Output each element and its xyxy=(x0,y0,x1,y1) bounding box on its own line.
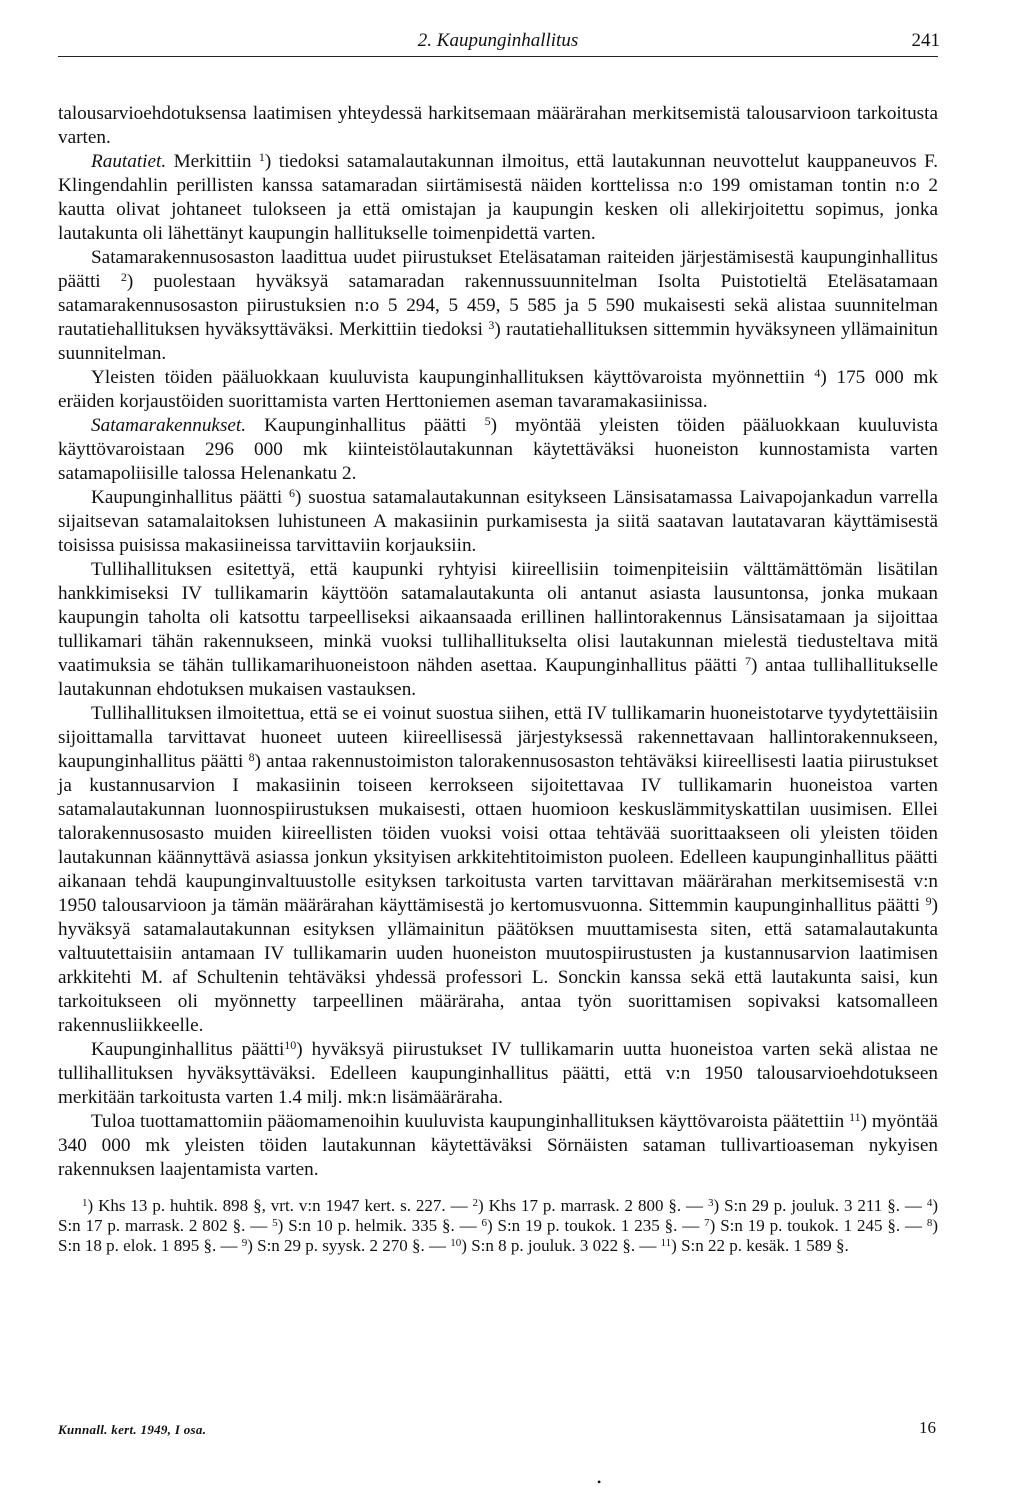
page xyxy=(58,22,938,1256)
footnote-ref: 2 xyxy=(120,270,127,284)
paragraph xyxy=(58,1038,938,1110)
text-run: Yleisten töiden pääluokkaan kuuluvista kaupunginhallituksen käyttövaroista myönnettiin xyxy=(91,367,815,388)
footnote-marker: 11 xyxy=(660,1237,672,1249)
section-title: 2. Kaupunginhallitus xyxy=(417,30,579,51)
section-label: Satamarakennukset. xyxy=(91,415,247,436)
footnote-marker: 4 xyxy=(926,1197,933,1209)
footnote-text: ) S:n 17 p. marrask. 2 802 §. — xyxy=(58,1196,939,1235)
footnote-text: ) Khs 13 p. huhtik. 898 §, vrt. v:n 1947 kert. s. 227. — xyxy=(87,1196,473,1215)
text-run: ) hyväksyä piirustukset IV tullikamarin uutta huoneistoa varten sekä alistaa ne tullihallituksen hyväksyttäväksi. Edelleen kaupunginhallitus päätti, että v:n 1950 talousarvioehdotukseen merkitään tarkoitusta varten 1.4 milj. mk:n lisämääräraha. xyxy=(58,1039,938,1108)
paragraph xyxy=(58,558,938,702)
header-rule xyxy=(58,56,938,57)
footnote-marker: 5 xyxy=(272,1217,278,1229)
footnote-text: ) S:n 19 p. toukok. 1 245 §. — xyxy=(709,1216,927,1235)
footnote-block xyxy=(58,1196,938,1256)
footnote-text: ) S:n 19 p. toukok. 1 235 §. — xyxy=(486,1216,705,1235)
printer-mark: • xyxy=(597,1475,602,1489)
footnote-marker: 8 xyxy=(926,1217,933,1229)
footnotes xyxy=(58,1196,938,1256)
text-run: Merkittiin xyxy=(166,151,259,172)
text-run: ) myöntää yleisten töiden pääluokkaan kuuluvista käyttövaroistaan 296 000 mk kiinteistölautakunnan käytettäväksi huoneiston kunnostamista varten satamapoliisille talossa Helenankatu 2. xyxy=(58,415,938,484)
text-run: ) rautatiehallituksen sittemmin hyväksyneen yllämainitun suunnitelman. xyxy=(58,319,938,364)
footnote-text: ) S:n 10 p. helmik. 335 §. — xyxy=(277,1216,482,1235)
footnote-ref: 1 xyxy=(258,150,265,164)
imprint-line: Kunnall. kert. 1949, I osa. xyxy=(58,1422,207,1437)
footnote-text: ) S:n 29 p. syysk. 2 270 §. — xyxy=(247,1236,451,1255)
text-run: ) antaa tullihallitukselle lautakunnan ehdotuksen mukaisen vastauksen. xyxy=(58,655,938,700)
footnote-text: ) Khs 17 p. marrask. 2 800 §. — xyxy=(478,1196,708,1215)
footnote-text: ) S:n 29 p. jouluk. 3 211 §. — xyxy=(713,1196,927,1215)
footnote-text: ) S:n 8 p. jouluk. 3 022 §. — xyxy=(461,1236,661,1255)
body-text xyxy=(58,102,938,1182)
footnote-ref: 9 xyxy=(925,894,932,908)
text-run: ) myöntää 340 000 mk yleisten töiden lautakunnan käytettäväksi Sörnäisten sataman tullivartioaseman nykyisen rakennuksen laajentamista varten. xyxy=(58,1111,938,1180)
footnote-ref: 7 xyxy=(744,654,751,668)
footnote-marker: 9 xyxy=(241,1237,248,1249)
paragraph xyxy=(58,702,938,1038)
text-run: Kaupunginhallitus päätti xyxy=(246,415,485,436)
paragraph xyxy=(58,1110,938,1182)
footnote-ref: 11 xyxy=(849,1110,861,1124)
paragraph xyxy=(58,486,938,558)
section-label: Rautatiet. xyxy=(91,151,167,172)
text-run: ) 175 000 mk eräiden korjaustöiden suorittamista varten Herttoniemen aseman tavaramakasiinissa. xyxy=(58,367,938,412)
paragraph xyxy=(58,102,938,150)
text-run: ) suostua satamalautakunnan esitykseen Länsisatamassa Laivapojankadun varrella sijaitsevan satamalaitoksen luhistuneen A makasiinin purkamisesta ja siitä saatavan lautatavaran käyttämisestä toisissa puisissa makasiineissa tarvittaviin korjauksiin. xyxy=(58,487,938,556)
text-run: Kaupunginhallitus päätti xyxy=(91,487,290,508)
page-footer xyxy=(58,1418,938,1442)
footnote-text: ) S:n 22 p. kesäk. 1 589 §. xyxy=(671,1236,849,1255)
footnote-marker: 6 xyxy=(481,1217,487,1229)
footnote-ref: 3 xyxy=(488,318,495,332)
text-run: Tullihallituksen esitettyä, että kaupunki ryhtyisi kiireellisiin toimenpiteisiin välttämättömän lisätilan hankkimiseksi IV tullikamarin käyttöön satamalautakunta oli antanut asiasta lausuntonsa, jonka mukaan kaupungin taholta oli katsottu tarpeelliseksi aikaansaada erillinen hallintorakennus Länsisatamaan ja sijoittaa tullikamari tähän rakennukseen, minkä vuoksi tullihallitukselta olisi lautakunnan mielestä tiedusteltava mitä vaatimuksia se tähän tullikamarihuoneistoon nähden asettaa. Kaupunginhallitus päätti xyxy=(58,559,938,676)
text-run: Kaupunginhallitus päätti xyxy=(91,1039,285,1060)
footnote-ref: 6 xyxy=(289,486,296,500)
text-run: ) hyväksyä satamalautakunnan esityksen yllämainitun päätöksen muuttamisesta siten, että satamalautakunta valtuutettaisiin antamaan IV tullikamarin uuden huoneiston muutospiirustusten ja kustannusarvion laatimisen arkkitehti M. af Schultenin tehtäväksi yhdessä professori L. Sonckin kanssa sekä että lautakunta saisi, kun tarkoitukseen oli myönnetty tarpeellinen määräraha, antaa työn suorittamisen sopivaksi katsomalleen rakennusliikkeelle. xyxy=(58,895,938,1036)
footnote-marker: 10 xyxy=(450,1237,462,1249)
paragraph xyxy=(58,366,938,414)
text-run: ) tiedoksi satamalautakunnan ilmoitus, että lautakunnan neuvottelut kauppaneuvos F. Klingendahlin perillisten kanssa satamaradan siirtämisestä näiden korttelissa n:o 199 omistaman tontin n:o 2 kautta olivat johtaneet tulokseen ja että omistajan ja kaupungin kesken oli allekirjoitettu sopimus, jonka lautakunta oli lähettänyt kaupungin hallitukselle toimenpidettä varten. xyxy=(58,151,938,244)
page-number: 241 xyxy=(911,30,940,51)
footnote-marker: 7 xyxy=(704,1217,710,1229)
paragraph xyxy=(58,414,938,486)
footnote-ref: 8 xyxy=(248,750,255,764)
text-run: Tuloa tuottamattomiin pääomamenoihin kuuluvista kaupunginhallituksen käyttövaroista päätettiin xyxy=(91,1111,850,1132)
footnote-marker: 1 xyxy=(82,1197,88,1209)
footnote-marker: 3 xyxy=(708,1197,714,1209)
footnote-marker: 2 xyxy=(472,1197,479,1209)
text-run: Satamarakennusosaston laadittua uudet piirustukset Eteläsataman raiteiden järjestämisestä kaupunginhallitus päätti xyxy=(58,247,938,292)
text-run: ) antaa rakennustoimiston talorakennusosaston tehtäväksi kiireellisesti laatia piirustukset ja kustannusarvion I makasiinin toiseen kerrokseen sijoitettavaa IV tullikamarin huoneistoa varten satamalautakunnan luonnospiirustuksen mukaisesti, ottaen huomioon keskuslämmityskattilan uusimisen. Ellei talorakennusosasto muiden kiireellisten töiden vuoksi voisi ottaa tehtävää suorittaakseen oli yleisten töiden lautakunnan käännyttävä asiassa jonkun yksityisen arkkitehtitoimiston puoleen. Edelleen kaupunginhallitus päätti aikanaan tehdä kaupunginvaltuustolle esityksen tarkoitusta varten tarvittavan määrärahan merkitsemisestä v:n 1950 talousarvioon ja tämän määrärahan käyttämisestä jo kertomusvuonna. Sittemmin kaupunginhallitus päätti xyxy=(58,751,938,916)
paragraph xyxy=(58,150,938,246)
paragraph xyxy=(58,246,938,366)
footnote-ref: 10 xyxy=(284,1038,297,1052)
text-run: Tullihallituksen ilmoitettua, että se ei voinut suostua siihen, että IV tullikamarin huoneistotarve tyydytettäisiin sijoittamalla tarvittavat huoneet uuteen kiireellisessä järjestyksessä rakennettavaan hallintorakennukseen, kaupunginhallitus päätti xyxy=(58,703,938,772)
running-head xyxy=(58,22,938,56)
footnote-text: ) S:n 18 p. elok. 1 895 §. — xyxy=(58,1216,939,1255)
signature-number: 16 xyxy=(919,1418,936,1437)
text-run: ) puolestaan hyväksyä satamaradan rakennussuunnitelman Isolta Puistotieltä Eteläsatamaan satamarakennusosaston piirustuksien n:o 5 294, 5 459, 5 585 ja 5 590 mukaisesti sekä alistaa suunnitelman rautatiehallituksen hyväksyttäväksi. Merkittiin tiedoksi xyxy=(58,271,938,340)
footnote-ref: 5 xyxy=(484,414,491,428)
text-run: talousarvioehdotuksensa laatimisen yhteydessä harkitsemaan määrärahan merkitsemistä talousarvioon tarkoitusta varten. xyxy=(58,103,938,148)
footnote-ref: 4 xyxy=(814,366,821,380)
